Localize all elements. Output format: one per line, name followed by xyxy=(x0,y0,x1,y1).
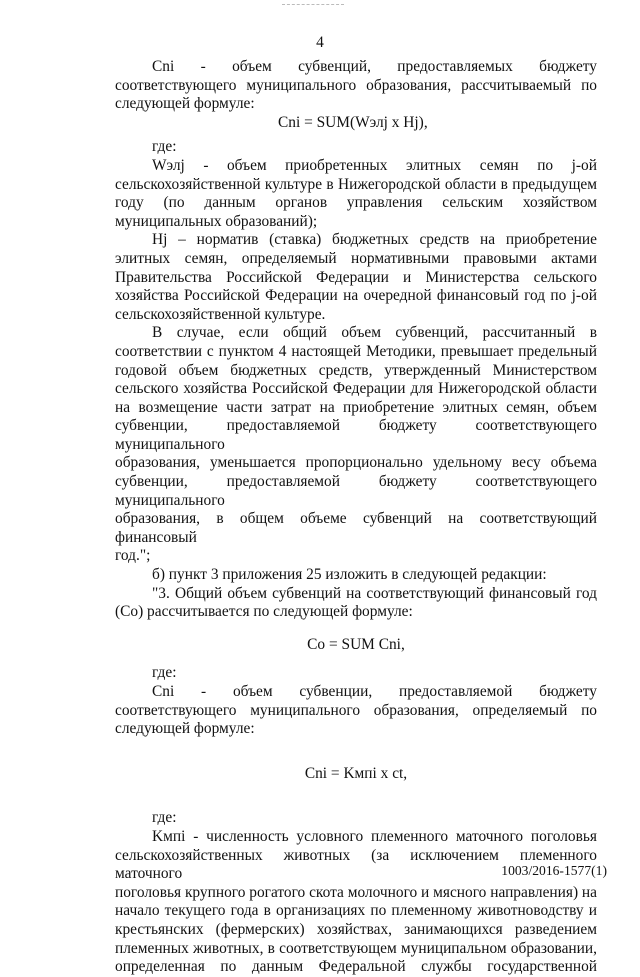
paragraph-line: Cni - объем субвенций, предоставляемых бюджету xyxy=(152,58,597,75)
paragraph-line: образования, уменьшается пропорционально удельному весу объема xyxy=(115,454,597,472)
paragraph-line: сельскохозяйственной культуре в Нижегородской области в предыдущем xyxy=(115,175,597,193)
paragraph-line: элитных семян, определяемый нормативными правовыми актами xyxy=(115,249,597,267)
paragraph-line: следующей формуле: xyxy=(115,95,255,113)
formula: Со = SUM Cni, xyxy=(307,635,405,653)
paragraph-line: "3. Общий объем субвенций на соответствующий финансовый год xyxy=(152,584,597,602)
paragraph-line: сельскохозяйственных животных (за исключением племенного маточного xyxy=(115,846,597,883)
where-label: где: xyxy=(152,809,177,827)
paragraph-line: Cni - объем субвенции, предоставляемой бюджету xyxy=(152,683,597,700)
paragraph-line: поголовья крупного рогатого скота молочного и мясного направления) на xyxy=(115,883,597,901)
paragraph-line: сельскохозяйственной культуре. xyxy=(115,305,326,323)
paragraph-line: годовой объем бюджетных средств, утвержденный Министерством xyxy=(115,361,597,379)
scan-artifact-line xyxy=(282,4,344,5)
paragraph-line: определенная по данным Федеральной службы государственной xyxy=(115,958,597,976)
paragraph-line: (Со) рассчитывается по следующей формуле: xyxy=(115,603,413,621)
formula: Cni = Kмпi x ct, xyxy=(304,764,408,782)
document-body xyxy=(115,58,597,977)
paragraph-line: Hj – норматив (ставка) бюджетных средств на приобретение xyxy=(152,231,597,249)
paragraph-line: сельского хозяйства Российской Федерации для Нижегородской области xyxy=(115,380,597,398)
paragraph-line: субвенции, предоставляемой бюджету соответствующего муниципального xyxy=(115,417,597,453)
paragraph-line: на возмещение части затрат на приобретение элитных семян, объем xyxy=(115,398,597,416)
paragraph-line: начало текущего года в организациях по племенному животноводству и xyxy=(115,902,597,920)
paragraph-line: году (по данным органов управления сельским хозяйством xyxy=(115,194,597,212)
formula: Cni = SUM(Wэлj x Hj), xyxy=(278,113,428,131)
paragraph-line: В случае, если общий объем субвенций, рассчитанный в xyxy=(152,324,597,342)
paragraph-line: год."; xyxy=(115,547,151,565)
paragraph-line: образования, в общем объеме субвенций на соответствующий финансовый xyxy=(115,510,597,546)
document-code: 1003/2016-1577(1) xyxy=(501,863,607,878)
paragraph-line: племенных животных, в соответствующем муниципальном образовании, xyxy=(115,939,597,957)
paragraph-line: соответствующего муниципального образования, рассчитываемый по xyxy=(115,76,597,94)
paragraph-line: б) пункт 3 приложения 25 изложить в следующей редакции: xyxy=(152,566,547,584)
paragraph-line: Kмпi - численность условного племенного маточного поголовья xyxy=(152,827,597,845)
paragraph-line: муниципальных образований); xyxy=(115,212,318,230)
where-label: где: xyxy=(152,138,177,156)
paragraph-line: Правительства Российской Федерации и Министерства сельского xyxy=(115,268,597,286)
page-number: 4 xyxy=(316,34,324,51)
where-label: где: xyxy=(152,664,177,682)
paragraph-line: крестьянских (фермерских) хозяйствах, занимающихся разведением xyxy=(115,920,597,938)
paragraph-line: Wэлj - объем приобретенных элитных семян по j-ой xyxy=(152,156,597,174)
paragraph-line: хозяйства Российской Федерации на очередной финансовый год по j-ой xyxy=(115,287,597,305)
paragraph-line: соответствии с пунктом 4 настоящей Методики, превышает предельный xyxy=(115,342,597,360)
paragraph-line: следующей формуле: xyxy=(115,720,255,738)
paragraph-line: соответствующего муниципального образования, определяемый по xyxy=(115,701,597,719)
paragraph-line: субвенции, предоставляемой бюджету соответствующего муниципального xyxy=(115,473,597,509)
